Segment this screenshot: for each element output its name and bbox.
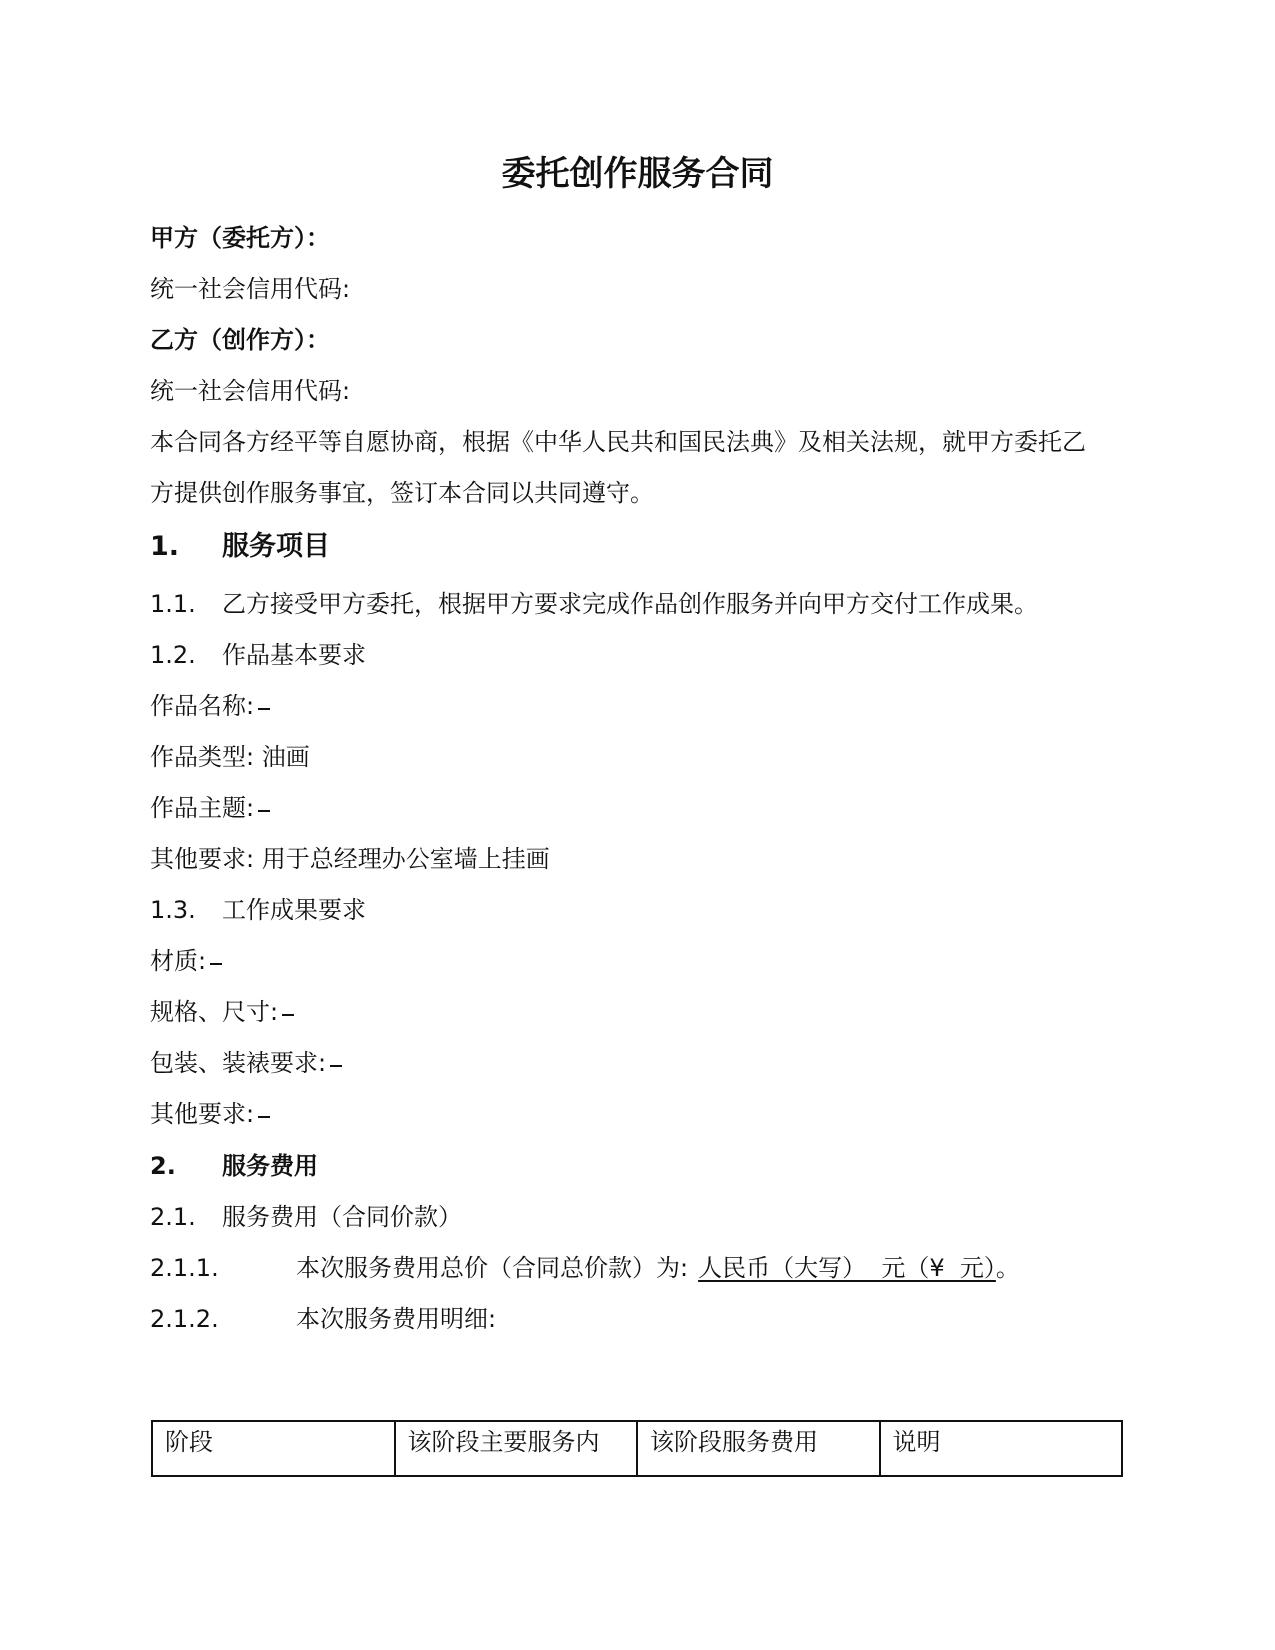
clause-1-3-text: 工作成果要求 [222, 896, 366, 924]
clause-2-1-1-text: 本次服务费用总价（合同总价款）为: [296, 1254, 689, 1282]
material-field [150, 945, 222, 977]
clause-2-1-1 [150, 1252, 1020, 1284]
intro-paragraph-line-1: 本合同各方经平等自愿协商，根据《中华人民共和国民法典》及相关法规，就甲方委托乙 [150, 428, 1086, 456]
size-field [150, 996, 294, 1028]
clause-2-1-1-end: 。 [995, 1254, 1020, 1282]
section-1-number: 1. [150, 531, 180, 562]
section-1-heading [150, 529, 330, 565]
table-header-stage-fee: 该阶段服务费用 [637, 1421, 880, 1476]
table-header-notes: 说明 [880, 1421, 1123, 1476]
clause-1-3 [150, 894, 366, 926]
clause-2-1-text: 服务费用（合同价款） [222, 1203, 462, 1231]
work-name-blank [258, 708, 270, 710]
table-header-stage: 阶段 [152, 1421, 395, 1476]
section-2-heading [150, 1150, 318, 1182]
material-blank [210, 963, 222, 965]
other-requirements-2-label: 其他要求: [150, 1100, 255, 1128]
packaging-label: 包装、装裱要求: [150, 1049, 327, 1077]
size-label: 规格、尺寸: [150, 998, 279, 1026]
total-amount-field: 人民币（大写） 元（¥ 元） [698, 1254, 996, 1282]
intro-paragraph-line-2: 方提供创作服务事宜，签订本合同以共同遵守。 [150, 479, 654, 507]
packaging-field [150, 1047, 342, 1079]
party-b-credit-code: 统一社会信用代码: [150, 377, 351, 405]
material-label: 材质: [150, 947, 207, 975]
clause-1-2 [150, 639, 366, 671]
document-title: 委托创作服务合同 [501, 154, 774, 194]
fee-breakdown-table [151, 1420, 1123, 1477]
packaging-blank [330, 1065, 342, 1067]
clause-1-3-number: 1.3. [150, 896, 196, 924]
work-name-label: 作品名称: [150, 692, 255, 720]
work-theme-blank [258, 810, 270, 812]
clause-2-1-2 [150, 1303, 496, 1335]
clause-2-1-2-number: 2.1.2. [150, 1305, 219, 1333]
work-type-field: 作品类型: 油画 [150, 743, 310, 771]
party-a-label: 甲方（委托方）： [150, 224, 330, 252]
party-a-credit-code: 统一社会信用代码: [150, 275, 351, 303]
clause-2-1 [150, 1201, 462, 1233]
clause-2-1-1-number: 2.1.1. [150, 1254, 219, 1282]
clause-2-1-2-text: 本次服务费用明细: [296, 1305, 497, 1333]
table-header-row [152, 1421, 1122, 1476]
work-theme-field [150, 792, 270, 824]
section-2-title: 服务费用 [222, 1152, 318, 1180]
other-requirements-2-field [150, 1098, 270, 1130]
clause-1-1-number: 1.1. [150, 590, 196, 618]
clause-1-1 [150, 588, 1038, 620]
clause-1-2-number: 1.2. [150, 641, 196, 669]
other-requirements-field: 其他要求: 用于总经理办公室墙上挂画 [150, 845, 550, 873]
work-name-field [150, 690, 270, 722]
size-blank [282, 1014, 294, 1016]
table-header-service-content: 该阶段主要服务内 [395, 1421, 638, 1476]
party-b-label: 乙方（创作方）： [150, 326, 330, 354]
work-theme-label: 作品主题: [150, 794, 255, 822]
clause-1-2-text: 作品基本要求 [222, 641, 366, 669]
section-2-number: 2. [150, 1152, 176, 1180]
clause-1-1-text: 乙方接受甲方委托，根据甲方要求完成作品创作服务并向甲方交付工作成果。 [222, 590, 1038, 618]
clause-2-1-number: 2.1. [150, 1203, 196, 1231]
section-1-title: 服务项目 [222, 531, 330, 562]
other-requirements-2-blank [258, 1116, 270, 1118]
